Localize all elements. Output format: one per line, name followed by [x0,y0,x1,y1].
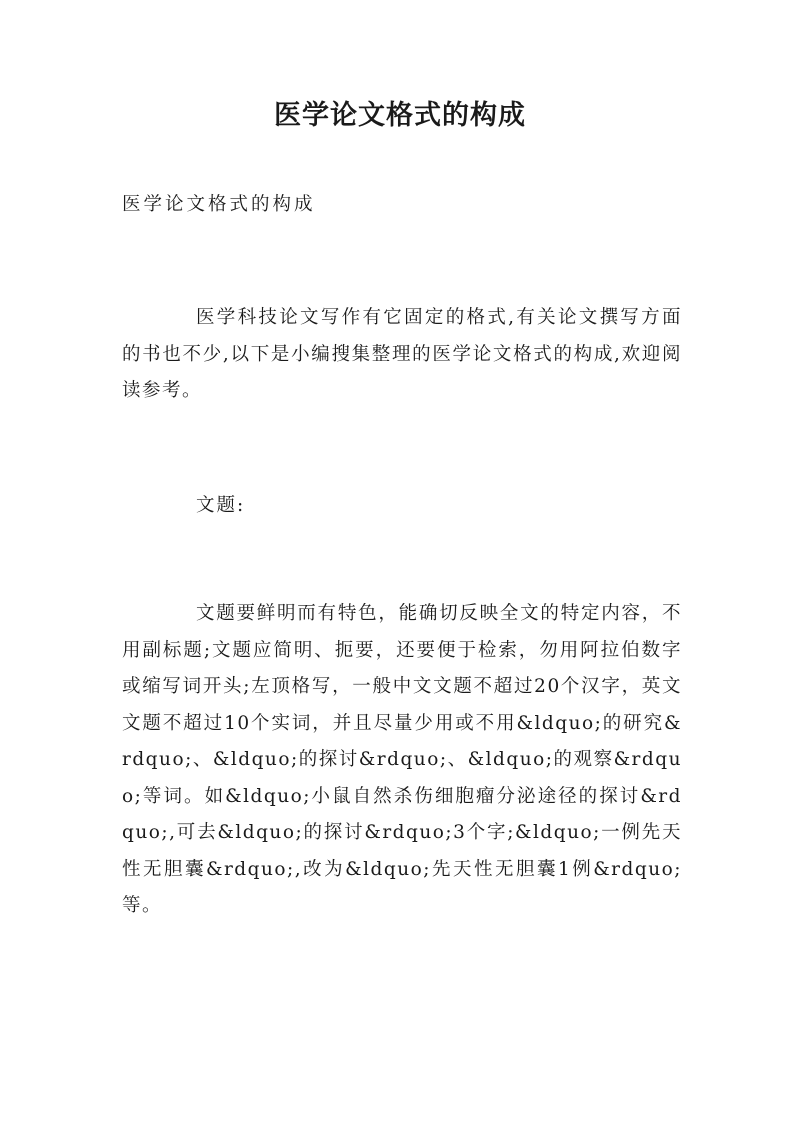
document-subheading: 医学论文格式的构成 [122,194,316,215]
intro-paragraph: 医学科技论文写作有它固定的格式,有关论文撰写方面的书也不少,以下是小编搜集整理的医学论文格式的构成,欢迎阅读参考。 [122,307,682,401]
document-title: 医学论文格式的构成 [274,100,526,131]
title-rules-paragraph: 文题要鲜明而有特色，能确切反映全文的特定内容，不用副标题;文题应简明、扼要，还要便于检索，勿用阿拉伯数字或缩写词开头;左顶格写，一般中文文题不超过20个汉字，英文文题不超过10个实词，并且尽量少用或不用&ldquo;的研究&rdquo;、&ldquo;的探讨&rdquo;、&ldquo;的观察&rdquo;等词。如&ldquo;小鼠自然杀伤细胞瘤分泌途径的探讨&rdquo;,可去&ldquo;的探讨&rdquo;3个字;&ldquo;一例先天性无胆囊&rdquo;,改为&ldquo;先天性无胆囊1例&rdquo;等。 [122,603,682,916]
section-label-title: 文题: [196,495,246,516]
